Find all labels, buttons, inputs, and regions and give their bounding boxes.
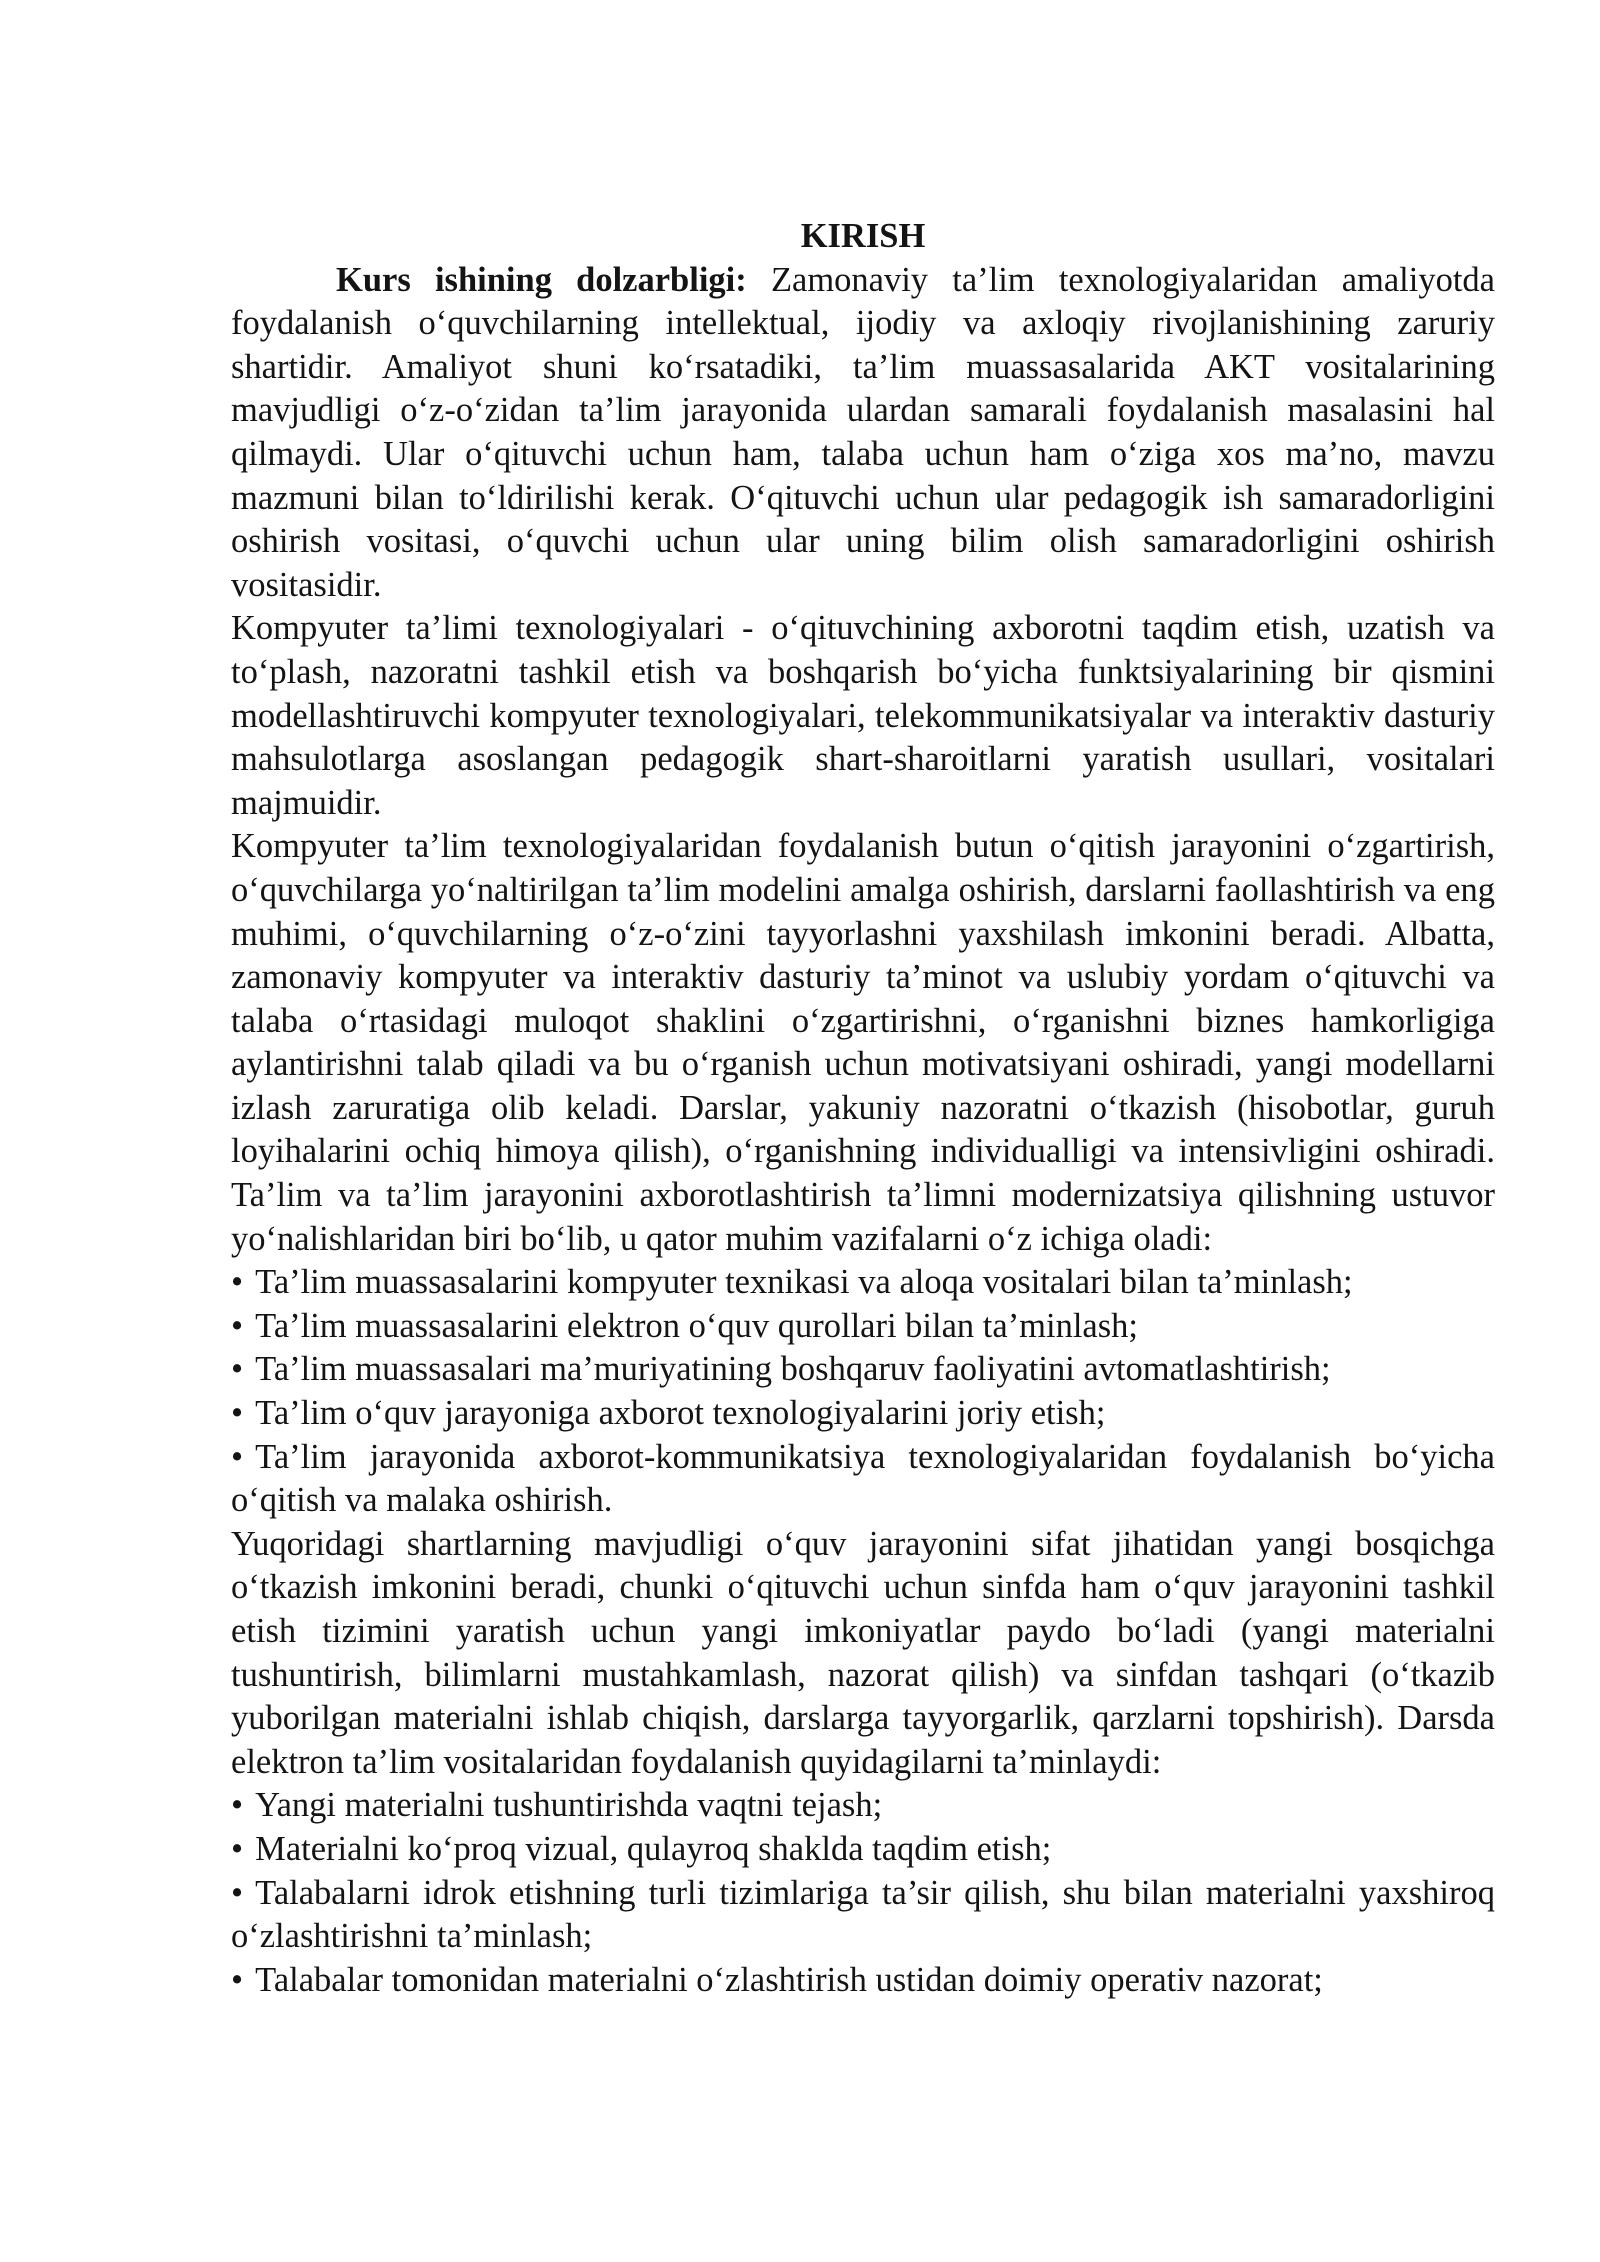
intro-text: Zamonaviy ta’lim texnologiyalaridan amaliyotda foydalanish o‘quvchilarning intellektual, ijodiy va axloqiy rivojlanishining zaruriy shartidir. Amaliyot shuni ko‘rsatadiki, ta’lim muassasalarida AKT vositalarining mavjudligi o‘z-o‘zidan ta’lim jarayonida ulardan samarali foydalanish masalasini hal qilmaydi. Ular o‘qituvchi uchun ham, talaba uchun ham o‘ziga xos ma’no, mavzu mazmuni bilan to‘ldirilishi kerak. O‘qituvchi uchun ular pedagogik ish samaradorligini oshirish vositasi, o‘quvchi uchun ular uning bilim olish samaradorligini oshirish vositasidir. <box>231 260 1495 604</box>
provides-list <box>231 1784 1495 2002</box>
list-item: • Ta’lim muassasalarini kompyuter texnikasi va aloqa vositalari bilan ta’minlash; <box>231 1263 1353 1302</box>
intro-paragraph <box>231 259 1495 608</box>
list-item: • Ta’lim muassasalarini elektron o‘quv qurollari bilan ta’minlash; <box>231 1306 1139 1345</box>
bullet-icon: • <box>231 1350 244 1389</box>
list-item: • Ta’lim muassasalari ma’muriyatining boshqaruv faoliyatini avtomatlashtirish; <box>231 1350 1331 1389</box>
list-item: • Talabalar tomonidan materialni o‘zlashtirish ustidan doimiy operativ nazorat; <box>231 1960 1323 1999</box>
bullet-icon: • <box>231 1786 244 1825</box>
bullet-icon: • <box>231 1960 244 1999</box>
tasks-list <box>231 1261 1495 1523</box>
list-item: • Materialni ko‘proq vizual, qulayroq shaklda taqdim etish; <box>231 1829 1052 1868</box>
list-item: • Yangi materialni tushuntirishda vaqtni tejash; <box>231 1786 883 1825</box>
bullet-icon: • <box>231 1394 244 1433</box>
bullet-icon: • <box>231 1263 244 1302</box>
paragraph-definition: Kompyuter ta’limi texnologiyalari - o‘qituvchining axborotni taqdim etish, uzatish va to‘plash, nazoratni tashkil etish va boshqarish bo‘yicha funktsiyalarining bir qismini modellashtiruvchi kompyuter texnologiyalari, telekommunikatsiyalar va interaktiv dasturiy mahsulotlarga asoslangan pedagogik shart-sharoitlarni yaratish usullari, vositalari majmuidir. <box>231 609 1495 822</box>
list-item: • Ta’lim o‘quv jarayoniga axborot texnologiyalarini joriy etish; <box>231 1394 1106 1433</box>
bullet-icon: • <box>231 1873 244 1912</box>
paragraph-benefits: Kompyuter ta’lim texnologiyalaridan foydalanish butun o‘qitish jarayonini o‘zgartirish, o‘quvchilarga yo‘naltirilgan ta’lim modelini amalga oshirish, darslarni faollashtirish va eng muhimi, o‘quvchilarning o‘z-o‘zini tayyorlashni yaxshilash imkonini beradi. Albatta, zamonaviy kompyuter va interaktiv dasturiy ta’minot va uslubiy yordam o‘qituvchi va talaba o‘rtasidagi muloqot shaklini o‘zgartirishni, o‘rganishni biznes hamkorligiga aylantirishni talab qiladi va bu o‘rganish uchun motivatsiyani oshiradi, yangi modellarni izlash zaruratiga olib keladi. Darslar, yakuniy nazoratni o‘tkazish (hisobotlar, guruh loyihalarini ochiq himoya qilish), o‘rganishning individualligi va intensivligini oshiradi. Ta’lim va ta’lim jarayonini axborotlashtirish ta’limni modernizatsiya qilishning ustuvor yo‘nalishlaridan biri bo‘lib, u qator muhim vazifalarni o‘z ichiga oladi: <box>231 827 1495 1258</box>
page-title: KIRISH <box>800 217 926 255</box>
document-page <box>231 215 1495 2002</box>
bullet-icon: • <box>231 1829 244 1868</box>
bullet-icon: • <box>231 1306 244 1345</box>
paragraph-conditions: Yuqoridagi shartlarning mavjudligi o‘quv jarayonini sifat jihatidan yangi bosqichga o‘tkazish imkonini beradi, chunki o‘qituvchi uchun sinfda ham o‘quv jarayonini tashkil etish tizimini yaratish uchun yangi imkoniyatlar paydo bo‘ladi (yangi materialni tushuntirish, bilimlarni mustahkamlash, nazorat qilish) va sinfdan tashqari (o‘tkazib yuborilgan materialni ishlab chiqish, darslarga tayyorgarlik, qarzlarni topshirish). Darsda elektron ta’lim vositalaridan foydalanish quyidagilarni ta’minlaydi: <box>231 1524 1495 1781</box>
intro-lead: Kurs ishining dolzarbligi: <box>336 260 747 299</box>
list-item: • Talabalarni idrok etishning turli tizimlariga ta’sir qilish, shu bilan materialni yaxshiroq o‘zlashtirishni ta’minlash; <box>231 1873 1495 1956</box>
list-item: • Ta’lim jarayonida axborot-kommunikatsiya texnologiyalaridan foydalanish bo‘yicha o‘qitish va malaka oshirish. <box>231 1437 1495 1520</box>
bullet-icon: • <box>231 1437 244 1476</box>
